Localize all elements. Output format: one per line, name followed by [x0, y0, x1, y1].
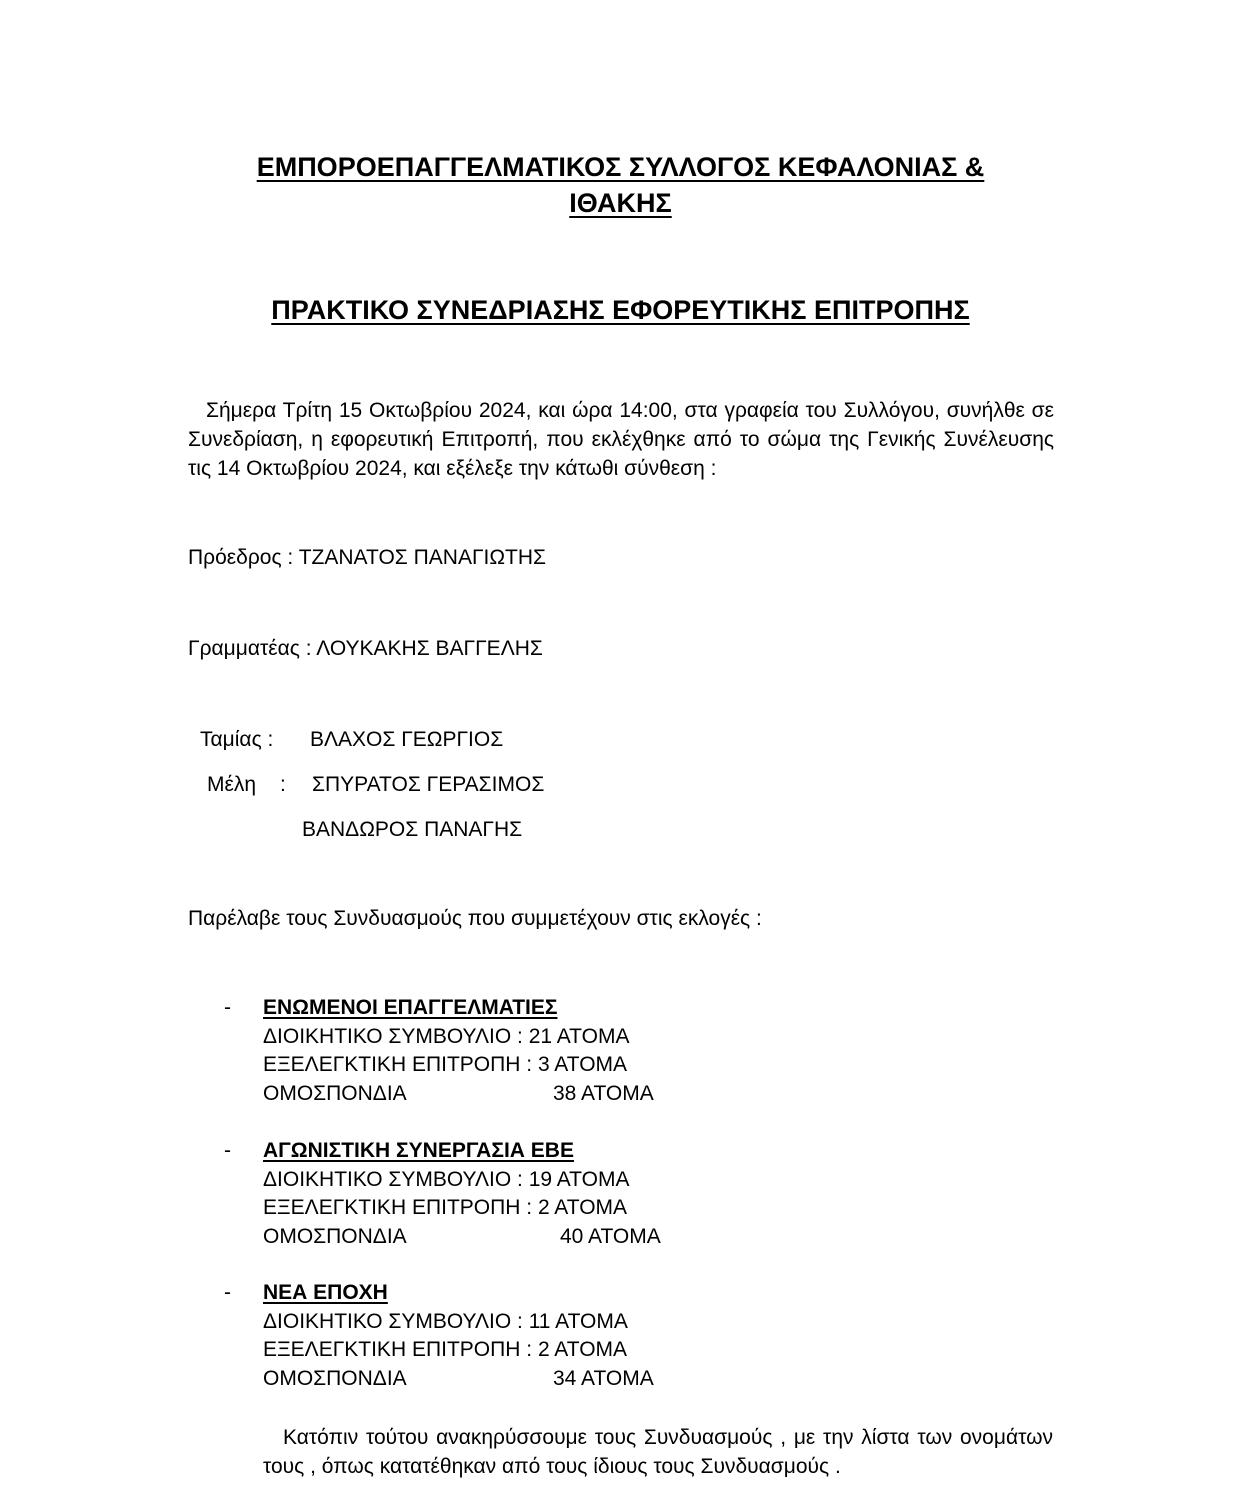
audit-seats: ΕΞΕΛΕΓΚΤΙΚΗ ΕΠΙΤΡΟΠΗ : 3 ΑΤΟΜΑ [263, 1053, 628, 1076]
secretary-line [188, 634, 543, 663]
member-name: ΣΠΥΡΑΤΟΣ ΓΕΡΑΣΙΜΟΣ [312, 773, 545, 796]
coalition-item [224, 1279, 744, 1399]
federation-row [263, 1080, 654, 1109]
secretary-name: ΛΟΥΚΑΚΗΣ ΒΑΓΓΕΛΗΣ [316, 637, 543, 660]
audit-seats: ΕΞΕΛΕΓΚΤΙΚΗ ΕΠΙΤΡΟΠΗ : 2 ΑΤΟΜΑ [263, 1338, 628, 1361]
document-title-line-1: ΕΜΠΟΡΟΕΠΑΓΓΕΛΜΑΤΙΚΟΣ ΣΥΛΛΟΓΟΣ ΚΕΦΑΛΟΝΙΑΣ & [256, 152, 985, 182]
closing-paragraph: Κατόπιν τούτου ανακηρύσσουμε τους Συνδυασμούς , με την λίστα των ονομάτων τους , όπως κατατέθηκαν από τους ίδιους τους Συνδυασμούς . [263, 1426, 1053, 1478]
federation-label: ΟΜΟΣΠΟΝΔΙΑ [263, 1224, 407, 1248]
treasurer-label: Ταμίας : [200, 728, 274, 751]
board-seats: ΔΙΟΙΚΗΤΙΚΟ ΣΥΜΒΟΥΛΙΟ : 11 ΑΤΟΜΑ [263, 1309, 628, 1333]
member-name: ΒΑΝΔΩΡΟΣ ΠΑΝΑΓΗΣ [302, 818, 523, 841]
coalition-item [224, 994, 744, 1114]
secretary-label: Γραμματέας : [188, 637, 312, 660]
audit-seats: ΕΞΕΛΕΓΚΤΙΚΗ ΕΠΙΤΡΟΠΗ : 2 ΑΤΟΜΑ [263, 1196, 628, 1219]
list-dash: - [224, 1281, 231, 1304]
president-line [188, 543, 546, 572]
coalition-item [224, 1137, 744, 1257]
federation-label: ΟΜΟΣΠΟΝΔΙΑ [263, 1081, 407, 1105]
federation-value: 38 ΑΤΟΜΑ [553, 1081, 654, 1105]
federation-value: 40 ΑΤΟΜΑ [560, 1224, 661, 1248]
document-title-line-2: ΙΘΑΚΗΣ [569, 188, 672, 218]
members-label: Μέλη [207, 773, 257, 796]
board-seats: ΔΙΟΙΚΗΤΙΚΟ ΣΥΜΒΟΥΛΙΟ : 21 ΑΤΟΜΑ [263, 1024, 630, 1048]
president-label: Πρόεδρος : [188, 546, 294, 569]
federation-value: 34 ΑΤΟΜΑ [553, 1366, 654, 1390]
coalition-name: ΕΝΩΜΕΝΟΙ ΕΠΑΓΓΕΛΜΑΤΙΕΣ [263, 996, 558, 1019]
document-subtitle: ΠΡΑΚΤΙΚΟ ΣΥΝΕΔΡΙΑΣΗΣ ΕΦΟΡΕΥΤΙΚΗΣ ΕΠΙΤΡΟΠΗΣ [271, 295, 970, 325]
treasurer-name: ΒΛΑΧΟΣ ΓΕΩΡΓΙΟΣ [310, 728, 504, 751]
coalition-name: ΑΓΩΝΙΣΤΙΚΗ ΣΥΝΕΡΓΑΣΙΑ ΕΒΕ [263, 1139, 574, 1162]
federation-row [263, 1223, 661, 1252]
members-colon: : [280, 773, 286, 796]
federation-row [263, 1365, 654, 1394]
coalition-name: ΝΕΑ ΕΠΟΧΗ [263, 1281, 388, 1304]
received-coalitions-text: Παρέλαβε τους Συνδυασμούς που συμμετέχουν στις εκλογές : [188, 907, 762, 930]
federation-label: ΟΜΟΣΠΟΝΔΙΑ [263, 1366, 407, 1390]
president-name: ΤΖΑΝΑΤΟΣ ΠΑΝΑΓΙΩΤΗΣ [298, 546, 547, 569]
list-dash: - [224, 1139, 231, 1162]
intro-paragraph: Σήμερα Τρίτη 15 Οκτωβρίου 2024, και ώρα 14:00, στα γραφεία του Συλλόγου, συνήλθε σε Συνεδρίαση, η εφορευτική Επιτροπή, που εκλέχθηκε από το σώμα της Γενικής Συνέλευσης τις 14 Οκτωβρίου 2024, και εξέλεξε την κάτωθι σύνθεση : [188, 399, 1054, 480]
board-seats: ΔΙΟΙΚΗΤΙΚΟ ΣΥΜΒΟΥΛΙΟ : 19 ΑΤΟΜΑ [263, 1167, 630, 1191]
list-dash: - [224, 996, 231, 1019]
